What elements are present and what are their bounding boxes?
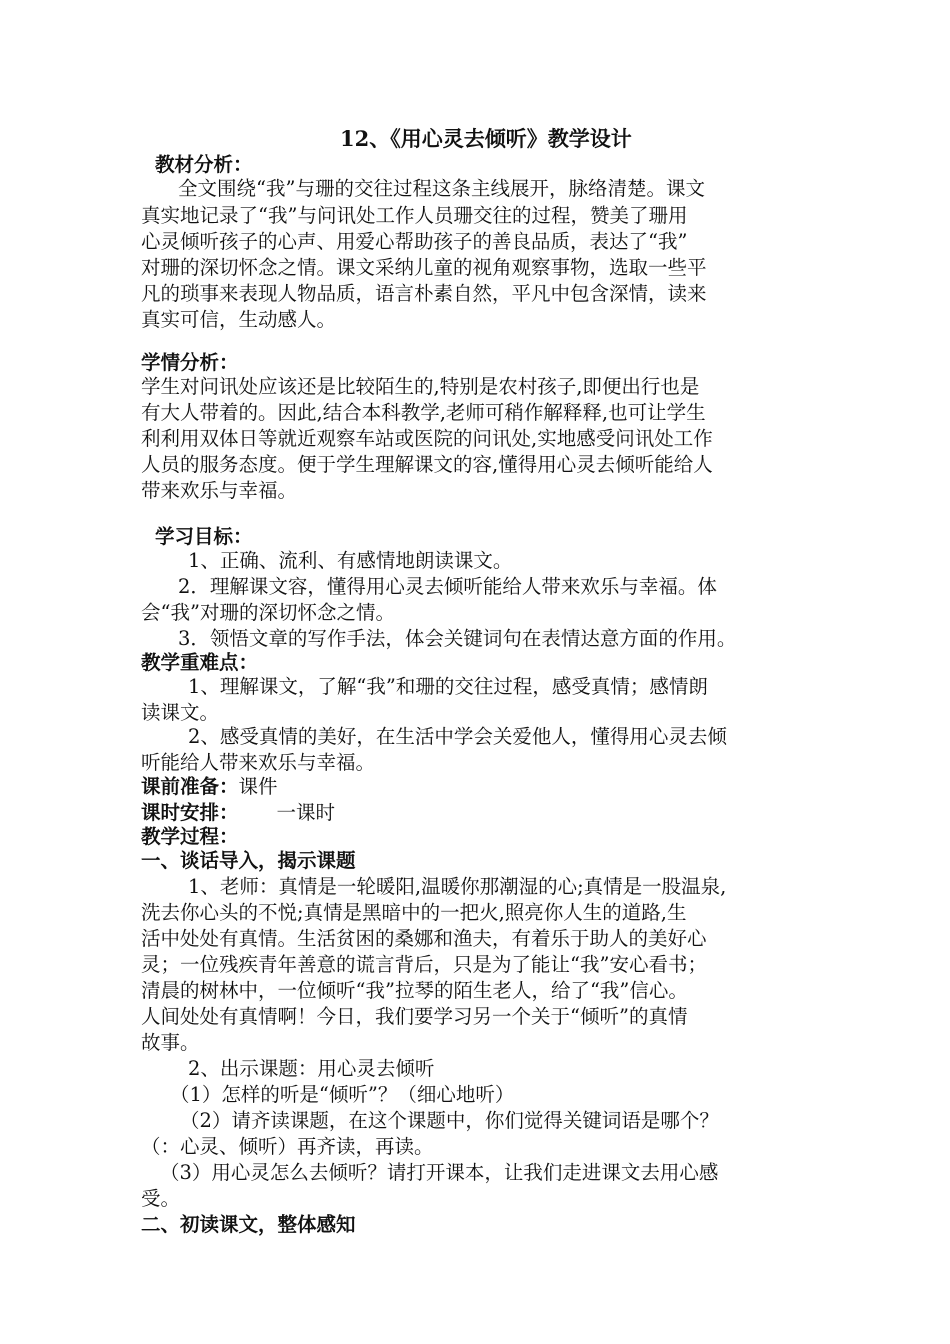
- process-line: 故事。: [141, 1031, 200, 1054]
- learner-heading: 学情分析：: [141, 351, 239, 374]
- material-line: 全文围绕“我”与珊的交往过程这条主线展开，脉络清楚。课文: [178, 177, 705, 200]
- goal-item: 2．理解课文容，懂得用心灵去倾听能给人带来欢乐与幸福。体: [178, 575, 717, 598]
- goal-item: 1、正确、流利、有感情地朗读课文。: [188, 549, 513, 572]
- keypoint-line: 读课文。: [141, 701, 220, 724]
- schedule-row: [141, 800, 335, 826]
- material-line: 真实地记录了“我”与问讯处工作人员珊交往的过程，赞美了珊用: [141, 204, 688, 227]
- process-line: （1）怎样的听是“倾听”？（细心地听）: [170, 1083, 515, 1106]
- material-heading: 教材分析：: [155, 153, 253, 176]
- section-heading: 一、谈话导入，揭示课题: [141, 849, 356, 872]
- goal-item: 3．领悟文章的写作手法，体会关键词句在表情达意方面的作用。: [178, 627, 737, 650]
- schedule-heading: 课时安排：: [141, 801, 239, 824]
- process-line: 清晨的树林中，一位倾听“我”拉琴的陌生老人，给了“我”信心。: [141, 979, 688, 1002]
- prep-value: 课件: [238, 775, 278, 798]
- material-line: 心灵倾听孩子的心声、用爱心帮助孩子的善良品质，表达了“我”: [141, 230, 688, 253]
- process-line: （2）请齐读课题，在这个课题中，你们觉得关键词语是哪个？: [180, 1109, 719, 1132]
- process-line: 灵；一位残疾青年善意的谎言背后，只是为了能让“我”安心看书；: [141, 953, 707, 976]
- learner-line: 利利用双体日等就近观察车站或医院的问讯处,实地感受问讯处工作: [141, 427, 713, 450]
- material-line: 凡的琐事来表现人物品质，语言朴素自然，平凡中包含深情，读来: [141, 282, 707, 305]
- goal-item: 会“我”对珊的深切怀念之情。: [141, 601, 395, 624]
- learner-line: 带来欢乐与幸福。: [141, 479, 298, 502]
- schedule-value: 一课时: [276, 801, 336, 824]
- learner-line: 有大人带着的。因此,结合本科教学,老师可稍作解释释,也可让学生: [141, 401, 706, 424]
- material-line: 对珊的深切怀念之情。课文采纳儿童的视角观察事物，选取一些平: [141, 256, 707, 279]
- section-heading: 二、初读课文，整体感知: [141, 1213, 356, 1236]
- process-line: 人间处处有真情啊！今日，我们要学习另一个关于“倾听”的真情: [141, 1005, 688, 1028]
- document-title: 12、《用心灵去倾听》教学设计: [340, 126, 632, 151]
- keypoint-line: 1、理解课文，了解“我”和珊的交往过程，感受真情；感情朗: [188, 675, 708, 698]
- keypoints-heading: 教学重难点：: [141, 651, 259, 674]
- process-line: 受。: [141, 1187, 181, 1210]
- process-line: 洗去你心头的不悦;真情是黑暗中的一把火,照亮你人生的道路,生: [141, 901, 687, 924]
- keypoint-line: 听能给人带来欢乐与幸福。: [141, 751, 376, 774]
- keypoint-line: 2、感受真情的美好，在生活中学会关爱他人，懂得用心灵去倾: [188, 725, 727, 748]
- process-line: 2、出示课题：用心灵去倾听: [188, 1057, 435, 1080]
- process-line: （3）用心灵怎么去倾听？请打开课本，让我们走进课文去用心感: [160, 1161, 719, 1184]
- material-line: 真实可信，生动感人。: [141, 308, 337, 331]
- learner-line: 人员的服务态度。便于学生理解课文的容,懂得用心灵去倾听能给人: [141, 453, 713, 476]
- process-line: 1、老师：真情是一轮暖阳,温暖你那潮湿的心;真情是一股温泉,: [188, 875, 727, 898]
- goals-heading: 学习目标：: [155, 525, 253, 548]
- process-line: （：心灵、倾听）再齐读，再读。: [141, 1135, 434, 1158]
- process-line: 活中处处有真情。生活贫困的桑娜和渔夫，有着乐于助人的美好心: [141, 927, 707, 950]
- learner-line: 学生对问讯处应该还是比较陌生的,特别是农村孩子,即便出行也是: [141, 375, 700, 398]
- prep-row: [141, 774, 278, 800]
- prep-heading: 课前准备：: [141, 775, 239, 798]
- process-heading: 教学过程：: [141, 825, 239, 848]
